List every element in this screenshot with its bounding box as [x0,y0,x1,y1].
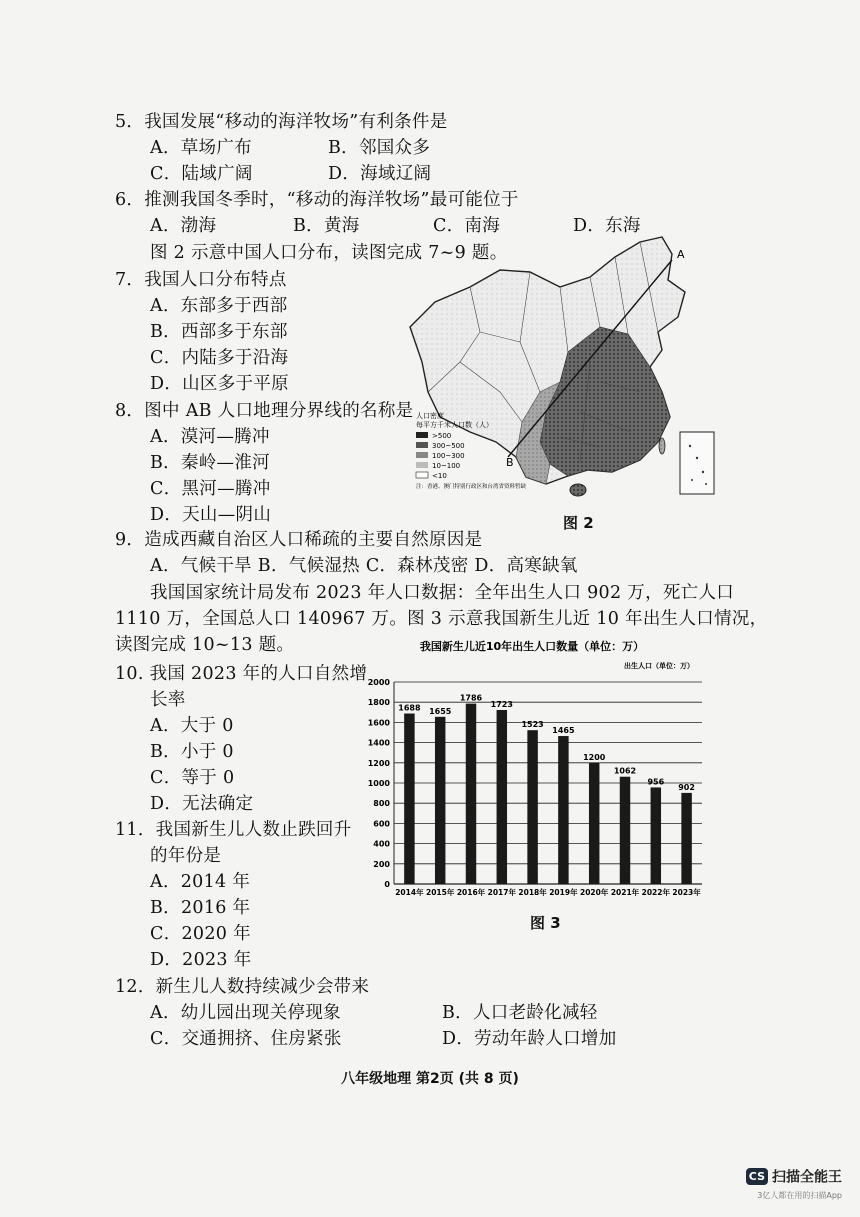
q7-option-b: B．西部多于东部 [150,322,288,342]
q12-stem: 12．新生儿人数持续减少会带来 [115,977,370,997]
x-tick-label: 2022年 [641,888,670,897]
fig3-intro-line-3: 读图完成 10~13 题。 [115,635,295,655]
q7-option-d: D．山区多于平原 [150,374,289,394]
chart-legend-label: 出生人口（单位：万） [624,662,694,670]
y-tick-label: 0 [384,880,390,889]
bar-value-label: 1786 [459,693,483,703]
legend-item-1: >500 [432,432,452,440]
q11-option-a: A．2014 年 [150,872,251,892]
q6-option-b: B．黄海 [293,216,360,236]
q7-option-a: A．东部多于西部 [150,296,288,316]
bar-value-label: 1723 [490,699,513,709]
q11-stem-2: 的年份是 [150,846,222,866]
bar-2020年 [589,763,599,884]
q10-stem-2: 长率 [150,690,186,710]
q10-stem-1: 10. 我国 2023 年的人口自然增 [115,664,368,684]
hainan-island [570,484,586,496]
legend-item-2: 300~500 [432,442,465,450]
x-tick-label: 2018年 [518,888,547,897]
q10-option-c: C．等于 0 [150,768,235,788]
y-tick-label: 1200 [367,758,390,768]
q6-option-a: A．渤海 [150,216,217,236]
population-map [400,232,730,512]
china-map-svg [400,232,730,512]
q7-option-c: C．内陆多于沿海 [150,348,289,368]
scanner-tagline: 3亿人都在用的扫描App [757,1190,842,1200]
q5-option-d: D．海域辽阔 [328,164,432,184]
taiwan-island [659,438,665,454]
legend-item-5: <10 [432,472,447,480]
bar-2015年 [435,717,445,884]
bar-value-label: 1465 [552,726,575,736]
bar-2018年 [527,730,537,884]
legend-note: 注：香港、澳门特别行政区和台湾省资料暂缺 [416,484,527,490]
q8-option-c: C．黑河—腾冲 [150,479,271,499]
q8-option-b: B．秦岭—淮河 [150,453,270,473]
y-tick-label: 600 [373,819,390,829]
bar-value-label: 902 [678,782,695,792]
q11-stem-1: 11．我国新生儿人数止跌回升 [115,820,352,840]
bar-2016年 [466,704,476,884]
bar-2022年 [651,787,661,884]
x-tick-label: 2015年 [426,888,455,897]
q9-stem: 9．造成西藏自治区人口稀疏的主要自然原因是 [115,530,483,550]
bar-2017年 [497,710,507,884]
scanner-watermark [746,1166,842,1201]
q10-option-d: D．无法确定 [150,794,254,814]
x-tick-label: 2014年 [395,888,424,897]
births-chart-svg [352,632,712,912]
y-tick-label: 200 [373,859,390,869]
legend-title-1: 人口密度 [416,412,444,420]
point-a-label: A [677,248,685,261]
q11-option-c: C．2020 年 [150,924,251,944]
x-tick-label: 2016年 [456,888,486,897]
x-tick-label: 2021年 [610,888,640,897]
bar-value-label: 1688 [398,703,421,713]
q12-option-c: C．交通拥挤、住房紧张 [150,1029,342,1049]
x-tick-label: 2020年 [580,888,609,897]
point-b-label: B [506,456,514,469]
q11-option-d: D．2023 年 [150,950,252,970]
bar-value-label: 1523 [521,720,544,730]
figure2-caption: 图 2 [563,514,594,532]
q6-option-c: C．南海 [433,216,501,236]
y-tick-label: 400 [373,839,390,849]
bar-2019年 [558,736,568,884]
scanner-app-name: 扫描全能王 [772,1169,842,1186]
south-china-sea-inset [680,432,714,494]
scanner-logo-badge: CS [746,1168,768,1185]
bar-value-label: 1062 [613,766,637,776]
q12-option-d: D．劳动年龄人口增加 [442,1029,617,1049]
q12-option-b: B．人口老龄化减轻 [442,1003,598,1023]
bar-value-label: 1200 [583,752,606,762]
y-tick-label: 1800 [367,698,390,708]
q9-options: A．气候干旱 B．气候湿热 C．森林茂密 D．高寒缺氧 [150,556,578,576]
legend-title-2: 每平方千米人口数（人） [416,421,493,429]
births-chart [352,632,712,912]
y-tick-label: 1600 [367,718,390,728]
page-footer: 八年级地理 第2页 (共 8 页) [341,1071,519,1087]
q6-stem: 6．推测我国冬季时，“移动的海洋牧场”最可能位于 [115,190,519,210]
q5-option-a: A．草场广布 [150,138,252,158]
chart-title: 我国新生儿近10年出生人口数量（单位：万） [419,640,645,653]
q12-option-a: A．幼儿园出现关停现象 [150,1003,341,1023]
q8-option-d: D．天山—阴山 [150,505,272,525]
q7-stem: 7．我国人口分布特点 [115,270,287,290]
y-tick-label: 1400 [367,738,390,748]
fig3-intro-line-1: 我国国家统计局发布 2023 年人口数据：全年出生人口 902 万，死亡人口 [150,583,735,603]
y-tick-label: 2000 [367,678,390,687]
q11-option-b: B．2016 年 [150,898,251,918]
q10-option-a: A．大于 0 [150,716,234,736]
bar-2023年 [681,793,691,884]
fig3-intro-line-2: 1110 万，全国总人口 140967 万。图 3 示意我国新生儿近 10 年出生人口情况， [115,609,768,629]
q8-option-a: A．漠河—腾冲 [150,427,270,447]
bar-2021年 [620,777,630,884]
q10-option-b: B．小于 0 [150,742,234,762]
q8-stem: 8．图中 AB 人口地理分界线的名称是 [115,401,414,421]
x-tick-label: 2023年 [672,888,701,897]
y-tick-label: 1000 [367,779,390,788]
y-tick-label: 800 [373,799,390,809]
bar-value-label: 956 [647,777,665,787]
x-tick-label: 2017年 [487,888,516,897]
figure3-caption: 图 3 [530,914,561,932]
q6-option-d: D．东海 [573,216,641,236]
q5-option-c: C．陆域广阔 [150,164,253,184]
legend-item-3: 100~300 [432,452,465,460]
fig2-intro: 图 2 示意中国人口分布，读图完成 7~9 题。 [150,243,508,263]
bar-2014年 [404,714,414,884]
bar-value-label: 1655 [429,706,452,716]
legend-item-4: 10~100 [432,462,461,470]
q5-option-b: B．邻国众多 [328,138,431,158]
x-tick-label: 2019年 [549,888,578,897]
q5-stem: 5．我国发展“移动的海洋牧场”有利条件是 [115,112,448,132]
